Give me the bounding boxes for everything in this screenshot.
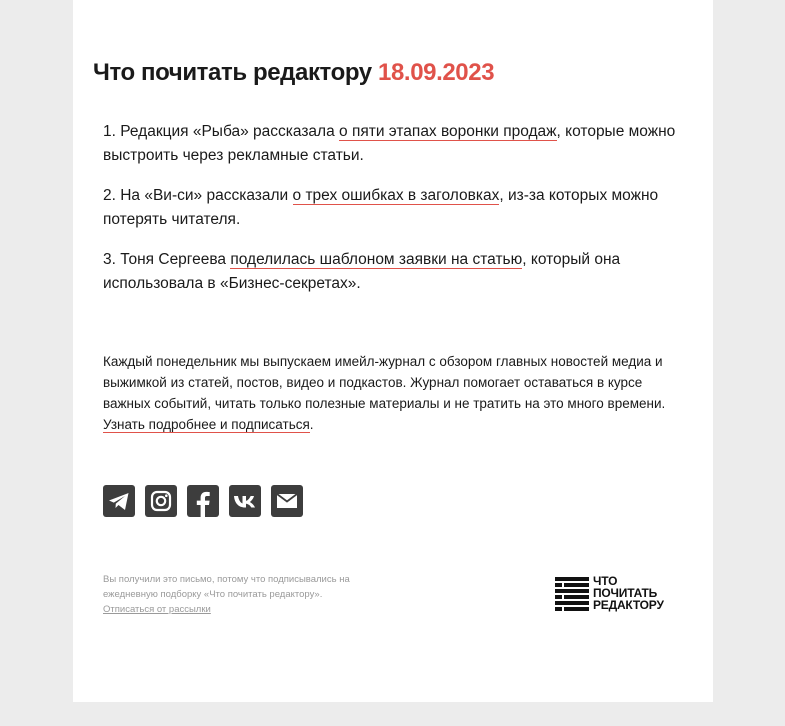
logo-line: ЧТО bbox=[593, 574, 618, 588]
logo-mark-icon bbox=[555, 577, 589, 611]
article-list bbox=[103, 120, 688, 312]
subscribe-link[interactable]: Узнать подробнее и подписаться bbox=[103, 417, 310, 432]
about-end: . bbox=[309, 417, 314, 432]
list-item bbox=[103, 120, 688, 168]
item-text: , которые можно выстроить через рекламные статьи. bbox=[103, 123, 676, 164]
about-text: Каждый понедельник мы выпускаем имейл-журнал с обзором главных новостей медиа и выжимкой из статей, постов, видео и подкастов. Журнал помогает оставаться в курсе важных событий, читать только полезные материалы и не тратить на это много времени. bbox=[103, 354, 666, 411]
vk-icon[interactable] bbox=[229, 485, 261, 517]
brand-logo bbox=[555, 575, 685, 613]
logo-text bbox=[593, 575, 664, 611]
item-text: 3. Тоня Сергеева bbox=[103, 251, 231, 268]
instagram-icon[interactable] bbox=[145, 485, 177, 517]
item-text: , из-за которых можно потерять читателя. bbox=[103, 187, 659, 228]
footer-note bbox=[103, 572, 393, 617]
unsubscribe-link[interactable]: Отписаться от рассылки bbox=[103, 604, 211, 615]
logo-line: РЕДАКТОРУ bbox=[593, 598, 664, 612]
article-link[interactable]: о трех ошибках в заголовках bbox=[292, 187, 500, 204]
facebook-icon[interactable] bbox=[187, 485, 219, 517]
item-text: , который она использовала в «Бизнес-секретах». bbox=[103, 251, 621, 292]
list-item bbox=[103, 184, 688, 232]
about-paragraph bbox=[103, 351, 688, 435]
article-link[interactable]: поделилась шаблоном заявки на статью bbox=[230, 251, 523, 268]
email-icon[interactable] bbox=[271, 485, 303, 517]
item-text: 1. Редакция «Рыба» рассказала bbox=[103, 123, 340, 140]
email-card bbox=[73, 0, 713, 702]
social-links bbox=[103, 485, 303, 517]
issue-date: 18.09.2023 bbox=[378, 59, 495, 86]
newsletter-title bbox=[93, 58, 494, 88]
article-link[interactable]: о пяти этапах воронки продаж bbox=[339, 123, 557, 140]
list-item bbox=[103, 248, 688, 296]
logo-line: ПОЧИТАТЬ bbox=[593, 586, 658, 600]
title-text: Что почитать редактору bbox=[93, 59, 372, 86]
footer-text: Вы получили это письмо, потому что подписывались на ежедневную подборку «Что почитать редактору». bbox=[103, 574, 350, 600]
telegram-icon[interactable] bbox=[103, 485, 135, 517]
item-text: 2. На «Ви-си» рассказали bbox=[103, 187, 293, 204]
